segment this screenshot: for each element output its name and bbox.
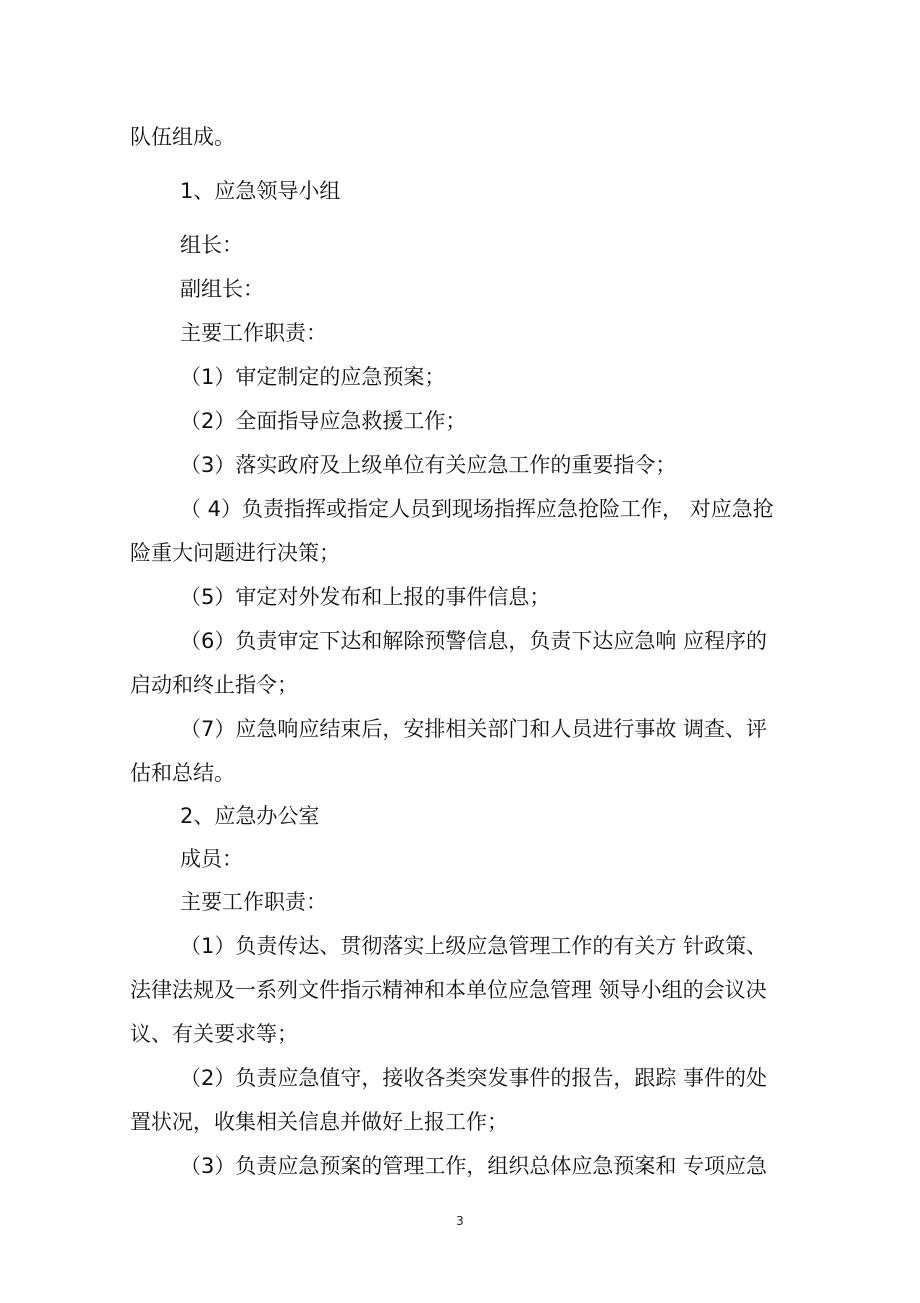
text-line: （7）应急响应结束后，安排相关部门和人员进行事故 调查、评 (180, 717, 768, 741)
text-line: 主要工作职责： (180, 890, 327, 914)
text-line: 险重大问题进行决策； (130, 541, 340, 565)
text-line: （3）落实政府及上级单位有关应急工作的重要指令； (180, 453, 677, 477)
text-line: 议、有关要求等； (130, 1022, 298, 1046)
text-line: （3）负责应急预案的管理工作，组织总体应急预案和 专项应急 (180, 1154, 768, 1178)
text-line: （ 4）负责指挥或指定人员到现场指挥应急抢险工作， 对应急抢 (180, 497, 774, 521)
text-line: （6）负责审定下达和解除预警信息，负责下达应急响 应程序的 (180, 629, 768, 653)
text-line: 成员： (180, 847, 243, 871)
text-line: 启动和终止指令； (130, 673, 298, 697)
text-line: （2）负责应急值守，接收各类突发事件的报告，跟踪 事件的处 (180, 1066, 768, 1090)
text-line: 置状况，收集相关信息并做好上报工作； (130, 1110, 508, 1134)
text-line: 法律法规及一系列文件指示精神和本单位应急管理 领导小组的会议决 (130, 978, 767, 1002)
text-line: 副组长： (180, 277, 264, 301)
text-line: （1）负责传达、贯彻落实上级应急管理工作的有关方 针政策、 (180, 934, 768, 958)
text-line: 队伍组成。 (130, 125, 235, 149)
section-heading: 2、应急办公室 (180, 804, 320, 828)
text-line: 主要工作职责： (180, 321, 327, 345)
text-line: 组长： (180, 233, 243, 257)
document-body (130, 126, 780, 1178)
section-heading: 1、应急领导小组 (180, 179, 341, 203)
text-line: （1）审定制定的应急预案； (180, 365, 446, 389)
text-line: 估和总结。 (130, 761, 235, 785)
text-line: （2）全面指导应急救援工作； (180, 409, 467, 433)
text-line: （5）审定对外发布和上报的事件信息； (180, 585, 551, 609)
page-number: 3 (456, 1214, 464, 1228)
